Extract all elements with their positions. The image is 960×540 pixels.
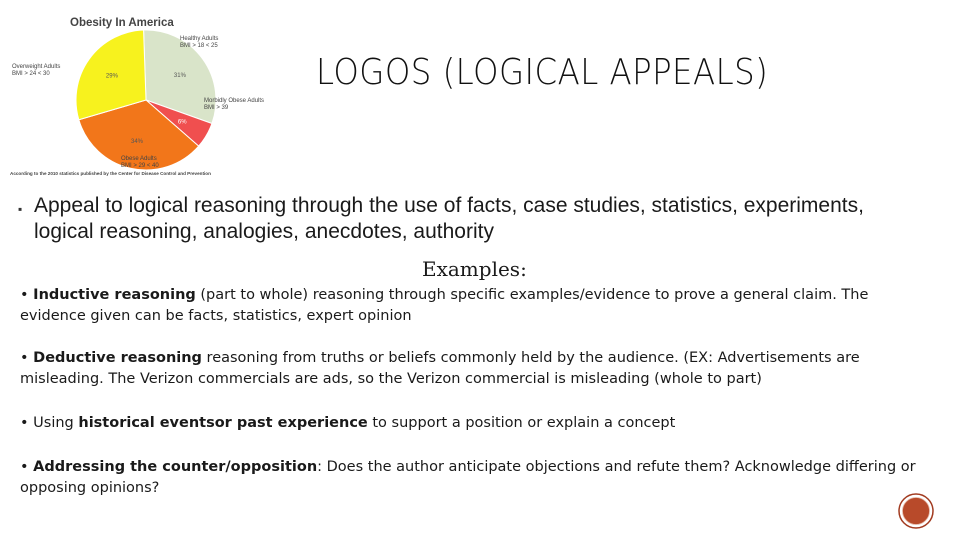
item-prefix: •	[20, 459, 34, 475]
lead-text: Appeal to logical reasoning through the use of facts, case studies, statistics, experiments, logical reasoning, analogies, anecdotes, authority	[34, 194, 864, 243]
chart-title: Obesity In America	[70, 17, 174, 29]
obesity-pie-chart	[8, 10, 298, 178]
item-prefix: •	[20, 350, 34, 366]
item-description: to support a position or explain a concept	[367, 415, 676, 431]
pie-category-label-obese: Obese Adults	[121, 156, 157, 162]
pie-value-label-overweight: 29%	[105, 73, 118, 80]
pie-value-label-healthy: 31%	[173, 73, 186, 80]
pie-category-label-morbidly-obese: Morbidly Obese Adults	[204, 98, 265, 104]
pie-category-label-healthy: Healthy Adults	[180, 36, 219, 42]
example-item-historical	[20, 413, 935, 434]
example-item-deductive	[20, 348, 935, 390]
pie-chart-svg	[8, 10, 298, 178]
item-prefix: • Using	[20, 415, 79, 431]
example-item-counter	[20, 457, 935, 499]
square-bullet-icon: ▪	[18, 202, 23, 216]
item-term: Addressing the counter/opposition	[33, 459, 318, 475]
pie-category-sublabel-healthy: BMI > 18 < 25	[180, 43, 218, 49]
pie-category-sublabel-obese: BMI > 29 < 40	[121, 163, 159, 169]
item-prefix: •	[20, 287, 34, 303]
item-description: : Does the author anticipate objections and refute them? Acknowledge differing or opposing opinions?	[20, 459, 916, 496]
chart-footnote: According to the 2010 statistics published by the Center for Disease Control and Prevention	[10, 171, 211, 176]
example-item-inductive	[20, 285, 935, 327]
item-term: historical eventsor past experience	[78, 415, 368, 431]
item-term: Inductive reasoning	[33, 287, 196, 303]
pie-value-label-obese: 34%	[130, 139, 144, 145]
slide-title: LOGOS (LOGICAL APPEALS)	[316, 52, 769, 93]
pie-category-sublabel-morbidly-obese: BMI > 39	[204, 105, 229, 111]
circle-badge-icon	[897, 492, 935, 530]
examples-heading: Examples:	[422, 257, 527, 281]
pie-category-sublabel-overweight: BMI > 24 < 30	[12, 71, 50, 77]
pie-category-label-overweight: Overweight Adults	[12, 64, 61, 70]
item-term: Deductive reasoning	[33, 350, 202, 366]
pie-value-label-morbidly-obese: 6%	[177, 119, 187, 126]
lead-paragraph	[18, 193, 918, 245]
item-description: reasoning from truths or beliefs commonly held by the audience. (EX: Advertisements are misleading. The Verizon commercials are ads, so the Verizon commercial is misleading (whole to part)	[20, 350, 860, 387]
item-description: (part to whole) reasoning through specific examples/evidence to prove a general claim. The evidence given can be facts, statistics, expert opinion	[20, 287, 869, 324]
